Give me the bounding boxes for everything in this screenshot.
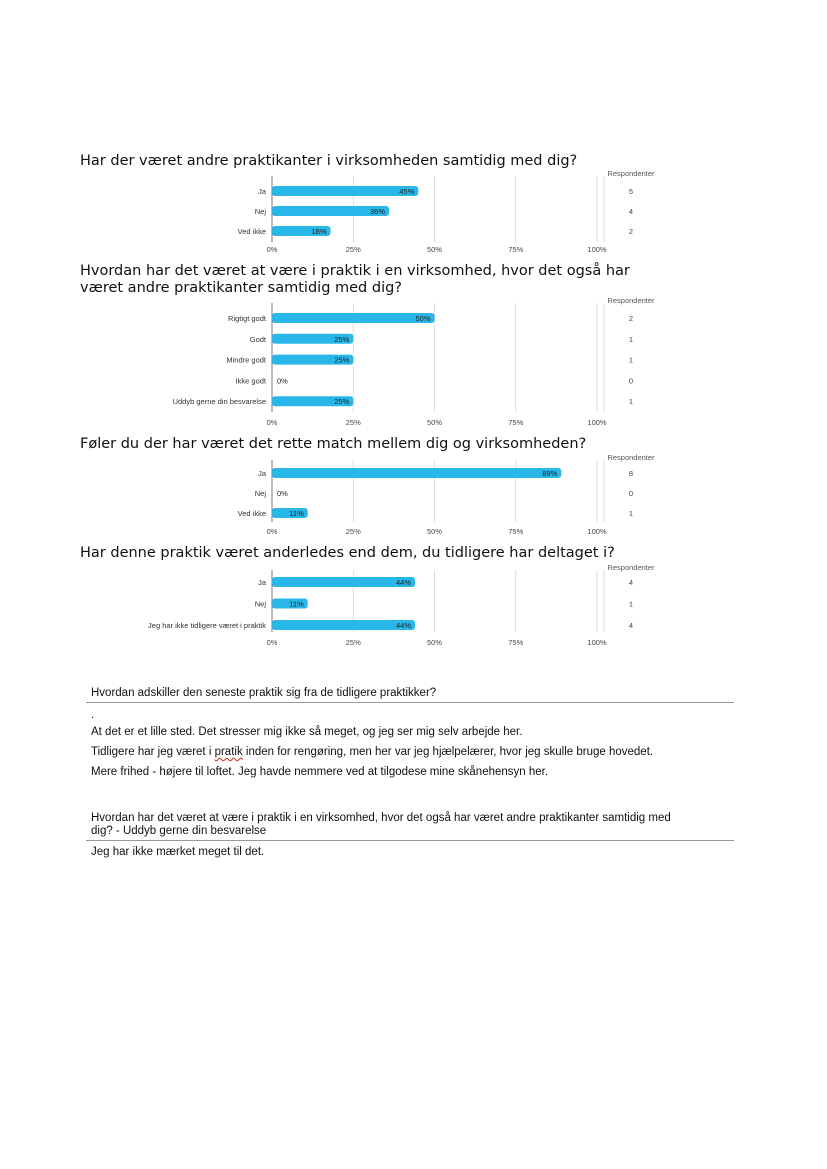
open-q1-divider — [86, 702, 734, 703]
chart2-tick-label: 75% — [508, 418, 524, 427]
chart1-respondent-count: 4 — [628, 207, 634, 216]
chart2-bar-value-label: 0% — [277, 376, 288, 386]
chart3-category-label: Ved ikke — [237, 509, 266, 518]
chart4-tick-label: 50% — [426, 638, 443, 647]
chart2-category-label: Rigtigt godt — [228, 314, 266, 323]
chart1-tick-label: 0% — [266, 245, 278, 254]
open-q2-question-line2: dig? - Uddyb gerne din besvarelse — [91, 825, 267, 837]
chart3-tick-label: 100% — [587, 527, 607, 536]
chart4-bar-value-label: 44% — [395, 621, 411, 630]
chart2-category-label: Godt — [249, 334, 266, 344]
open-q2-divider — [86, 840, 734, 841]
chart2-title-line2: været andre praktikanter samtidig med dig? — [80, 280, 403, 296]
chart2-bar-value-label: 25% — [334, 334, 350, 344]
chart4-respondent-count: 4 — [628, 621, 634, 630]
chart4-respondents-header: Respondenter — [607, 563, 655, 572]
chart3-respondent-count: 1 — [628, 509, 634, 518]
chart3-tick-label: 25% — [345, 527, 361, 536]
chart2-respondent-count: 1 — [628, 355, 634, 365]
chart4-bar-value-label: 11% — [289, 599, 304, 609]
chart2-bar-value-label: 25% — [334, 397, 350, 407]
open-q1-answer-2 — [91, 746, 653, 758]
open-q1-answer-2-pre: Tidligere har jeg været i — [91, 746, 215, 758]
chart4-bar — [272, 577, 415, 587]
chart2-tick-label: 100% — [587, 418, 607, 427]
chart4-respondent-count: 1 — [628, 599, 634, 609]
chart2-category-label: Ikke godt — [235, 376, 266, 386]
chart2-title-line1: Hvordan har det været at være i praktik i en virksomhed, hvor det også har — [80, 263, 630, 279]
chart2-respondent-count: 1 — [628, 334, 634, 344]
open-q1-answer-2-post: inden for rengøring, men her var jeg hjælpelærer, hvor jeg skulle bruge hovedet. — [242, 746, 654, 758]
chart1-bar-value-label: 45% — [399, 187, 415, 196]
open-q2-question-line1: Hvordan har det været at være i praktik i en virksomhed, hvor det også har været andre praktikanter samtidig med — [91, 812, 671, 824]
chart1-bar-value-label: 36% — [369, 207, 385, 216]
chart4-tick-label: 25% — [345, 638, 361, 647]
open-q1-question: Hvordan adskiller den seneste praktik sig fra de tidligere praktikker? — [91, 687, 437, 699]
chart4-category-label: Nej — [254, 599, 266, 609]
chart2-bar-value-label: 25% — [334, 355, 350, 365]
chart1-bar-value-label: 18% — [311, 227, 327, 236]
chart4-category-label: Jeg har ikke tidligere været i praktik — [148, 621, 266, 630]
chart2-respondent-count: 0 — [628, 376, 634, 386]
chart3-title: Føler du der har været det rette match mellem dig og virksomheden? — [80, 436, 587, 452]
chart2-respondents-header: Respondenter — [607, 296, 655, 305]
chart3-category-label: Ja — [258, 469, 266, 478]
open-q1-answer-1: At det er et lille sted. Det stresser mig ikke så meget, og jeg ser mig selv arbejde her. — [91, 726, 523, 738]
chart3-tick-label: 75% — [508, 527, 524, 536]
chart3-bar-value-label: 89% — [542, 469, 558, 478]
chart1-category-label: Ved ikke — [237, 227, 266, 236]
chart4-bar-value-label: 44% — [395, 578, 411, 587]
chart2-bar-value-label: 50% — [415, 314, 431, 323]
chart3-respondent-count: 0 — [628, 489, 634, 498]
chart1-respondents-header: Respondenter — [607, 169, 655, 178]
chart4-tick-label: 100% — [587, 638, 607, 647]
chart3-bar-value-label: 11% — [289, 509, 304, 518]
chart1-tick-label: 50% — [426, 245, 443, 254]
chart4-category-label: Ja — [258, 578, 266, 587]
chart2-respondent-count: 1 — [628, 397, 634, 407]
chart3-bar-value-label: 0% — [277, 489, 288, 498]
chart4-tick-label: 0% — [266, 638, 278, 647]
chart3-respondents-header: Respondenter — [607, 453, 655, 462]
chart1-tick-label: 75% — [508, 245, 524, 254]
open-q1-answer-2-misspelled: pratik — [214, 746, 243, 758]
chart4-bar — [272, 620, 415, 630]
chart3-category-label: Nej — [254, 489, 266, 498]
chart1-respondent-count: 5 — [628, 187, 634, 196]
chart2-respondent-count: 2 — [628, 314, 634, 323]
open-q1-answer-3: Mere frihed - højere til loftet. Jeg havde nemmere ved at tilgodese mine skånehensyn her. — [91, 766, 549, 778]
chart2-tick-label: 50% — [426, 418, 443, 427]
open-q2-answer-1: Jeg har ikke mærket meget til det. — [91, 846, 265, 858]
chart1-tick-label: 100% — [587, 245, 607, 254]
chart3-tick-label: 50% — [426, 527, 443, 536]
chart3-tick-label: 0% — [266, 527, 278, 536]
open-q1-dot: . — [91, 709, 95, 721]
chart4-title: Har denne praktik været anderledes end dem, du tidligere har deltaget i? — [80, 545, 615, 561]
chart2-tick-label: 25% — [345, 418, 361, 427]
chart1-respondent-count: 2 — [628, 227, 634, 236]
chart1-category-label: Ja — [258, 187, 266, 196]
chart1-title: Har der været andre praktikanter i virksomheden samtidig med dig? — [80, 153, 578, 169]
chart1-category-label: Nej — [254, 207, 266, 216]
chart2-tick-label: 0% — [266, 418, 278, 427]
chart1-tick-label: 25% — [345, 245, 361, 254]
chart4-tick-label: 75% — [508, 638, 524, 647]
chart2-category-label: Uddyb gerne din besvarelse — [172, 397, 266, 407]
chart2-category-label: Mindre godt — [226, 355, 266, 365]
chart3-respondent-count: 8 — [628, 469, 634, 478]
chart4-respondent-count: 4 — [628, 578, 634, 587]
